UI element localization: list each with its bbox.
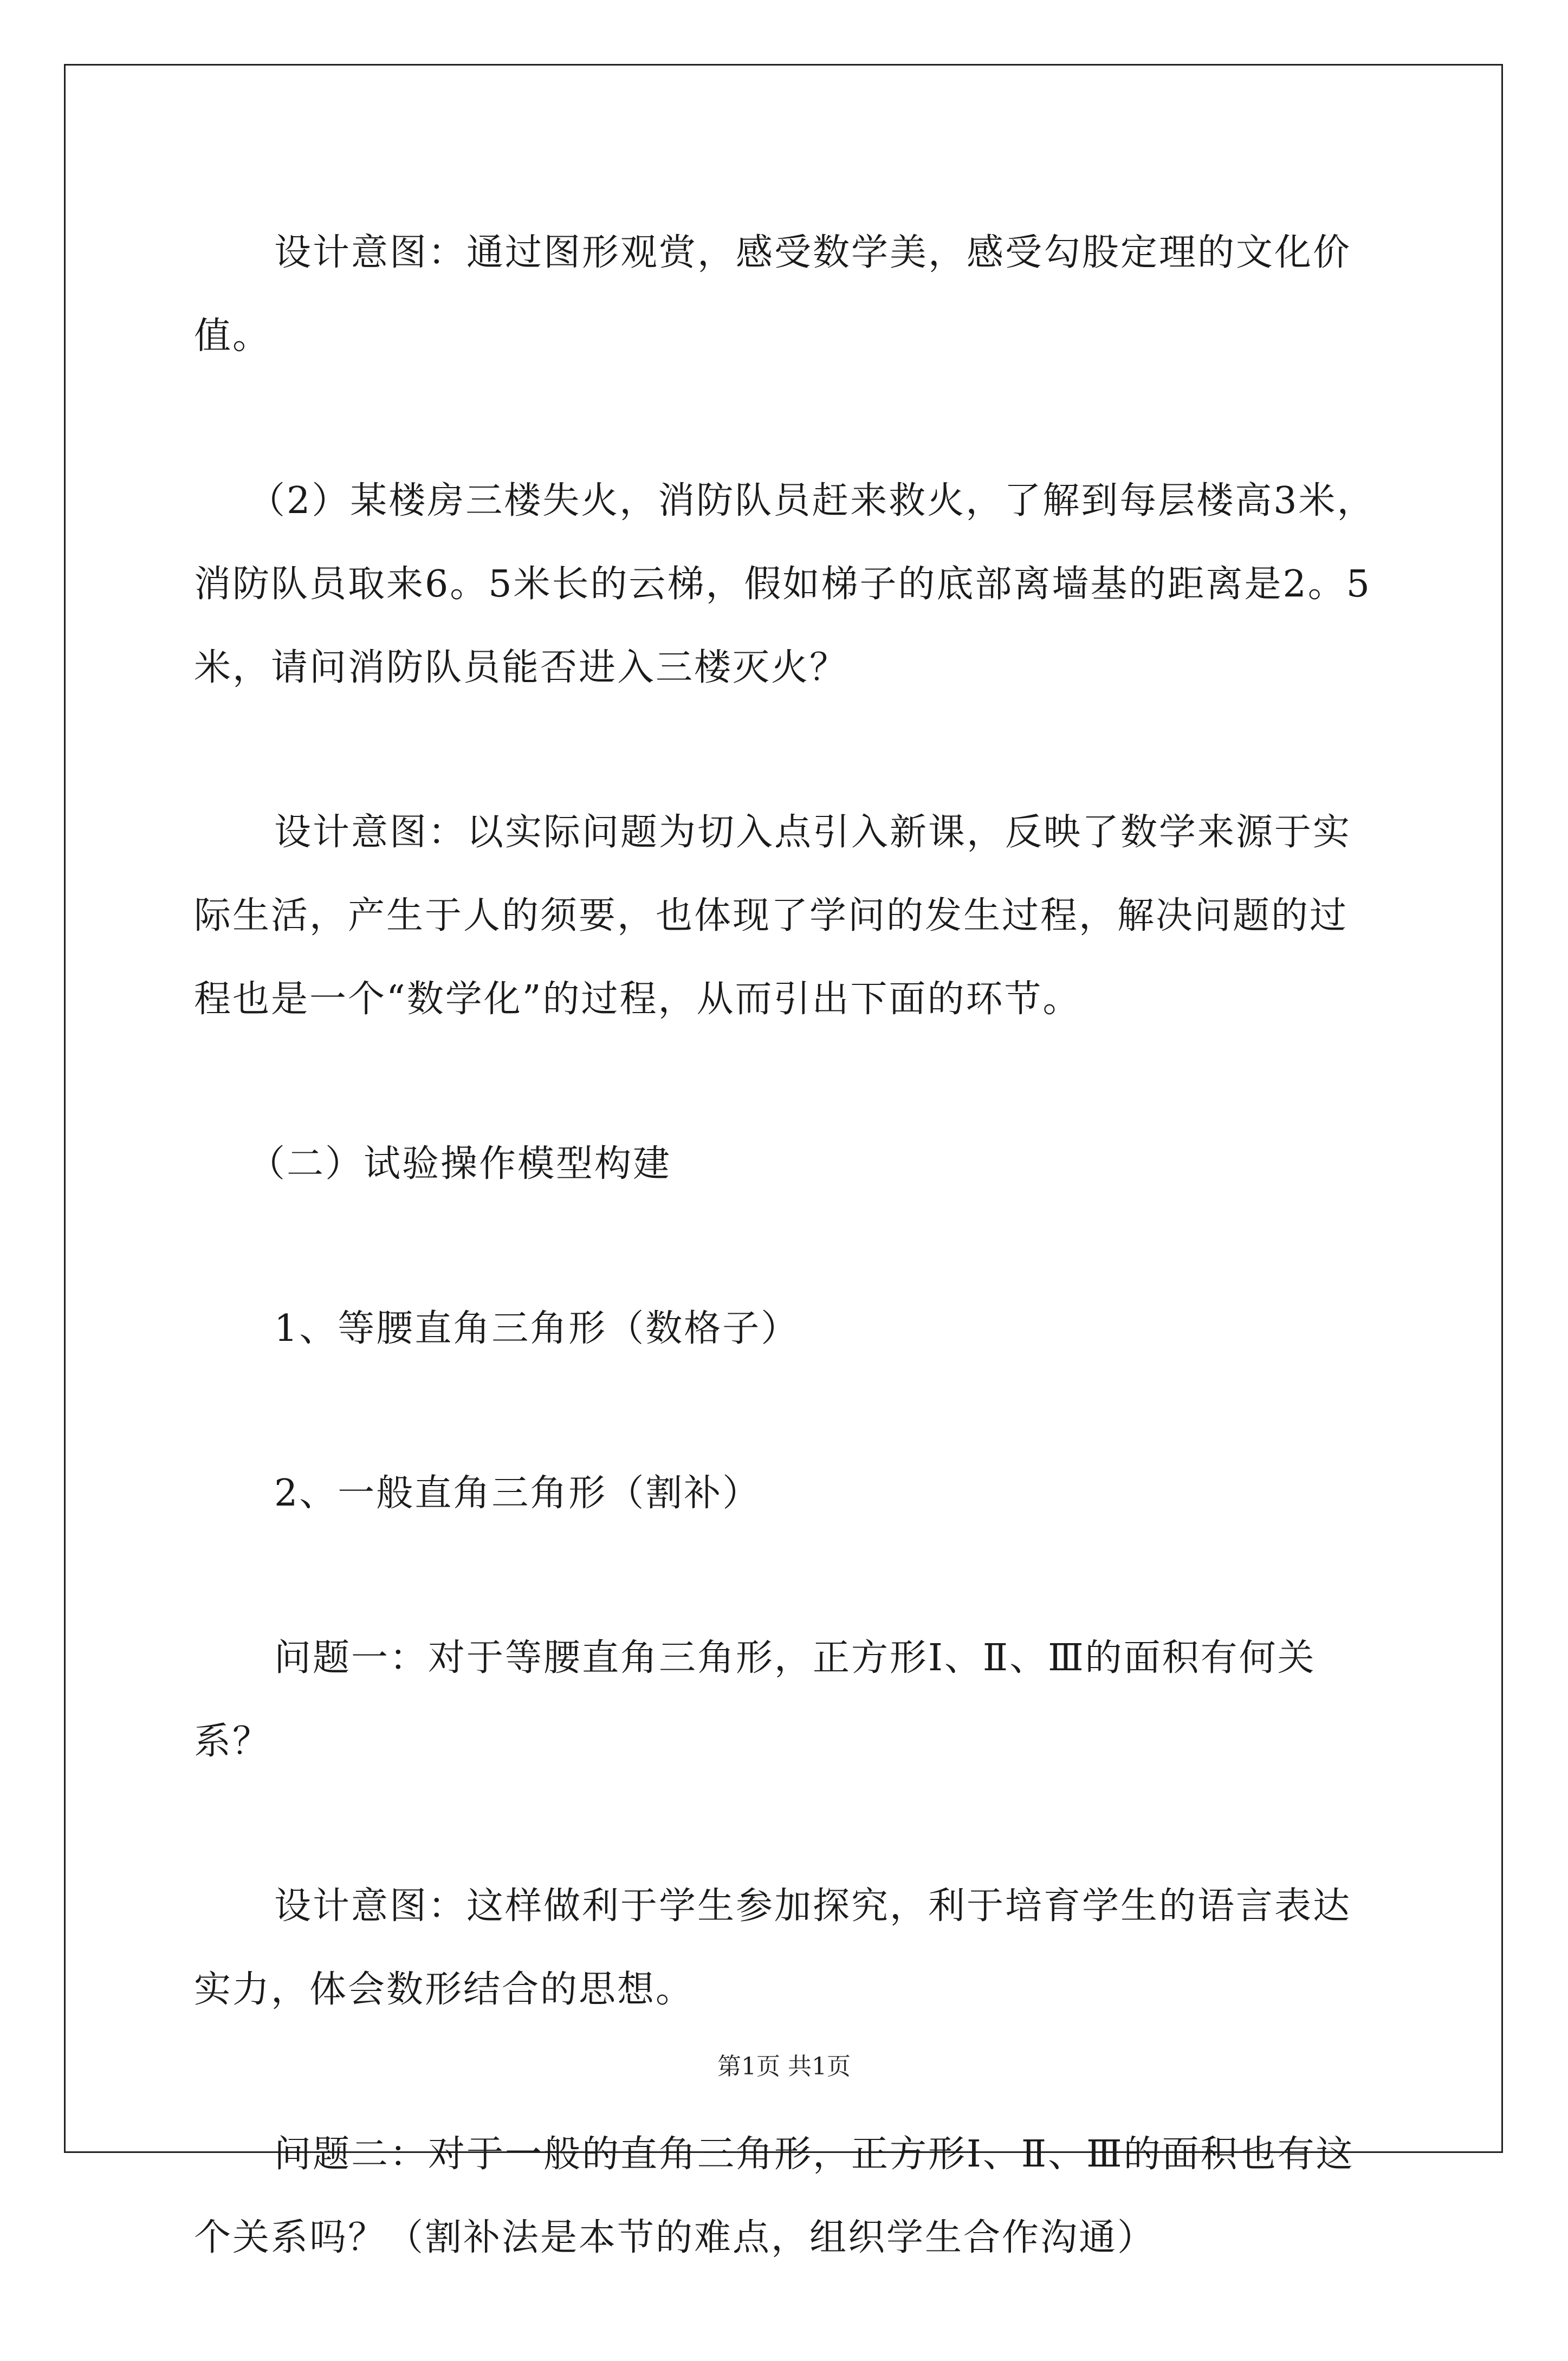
paragraph-design-intent-1: 设计意图：通过图形观赏，感受数学美，感受勾股定理的文化价值。 — [194, 231, 1352, 358]
paragraph-design-intent-2: 设计意图：以实际问题为切入点引入新课，反映了数学来源于实际生活，产生于人的须要，也体现了学问的发生过程，解决问题的过程也是一个“数学化”的过程，从而引出下面的环节。 — [194, 811, 1352, 1021]
paragraph-fire-problem: （2）某楼房三楼失火，消防队员赶来救火，了解到每层楼高3米，消防队员取来6。5米长的云梯，假如梯子的底部离墙基的距离是2。5米，请问消防队员能否进入三楼灭火？ — [194, 479, 1376, 689]
list-item-general: 2、一般直角三角形（割补） — [274, 1472, 761, 1515]
paragraph-question-1: 问题一：对于等腰直角三角形，正方形Ⅰ、Ⅱ、Ⅲ的面积有何关系？ — [194, 1637, 1316, 1763]
list-item-isosceles: 1、等腰直角三角形（数格子） — [274, 1307, 800, 1350]
document-body — [194, 211, 1386, 2361]
section-heading-experiment: （二）试验操作模型构建 — [248, 1143, 672, 1185]
paragraph-design-intent-3: 设计意图：这样做利于学生参加探究，利于培育学生的语言表达实力，体会数形结合的思想。 — [194, 1885, 1352, 2011]
page-footer: 第1页 共1页 — [717, 2053, 851, 2080]
paragraph-question-2: 问题二：对于一般的直角三角形，正方形Ⅰ、Ⅱ、Ⅲ的面积也有这个关系吗？（割补法是本节的难点，组织学生合作沟通） — [194, 2133, 1355, 2259]
